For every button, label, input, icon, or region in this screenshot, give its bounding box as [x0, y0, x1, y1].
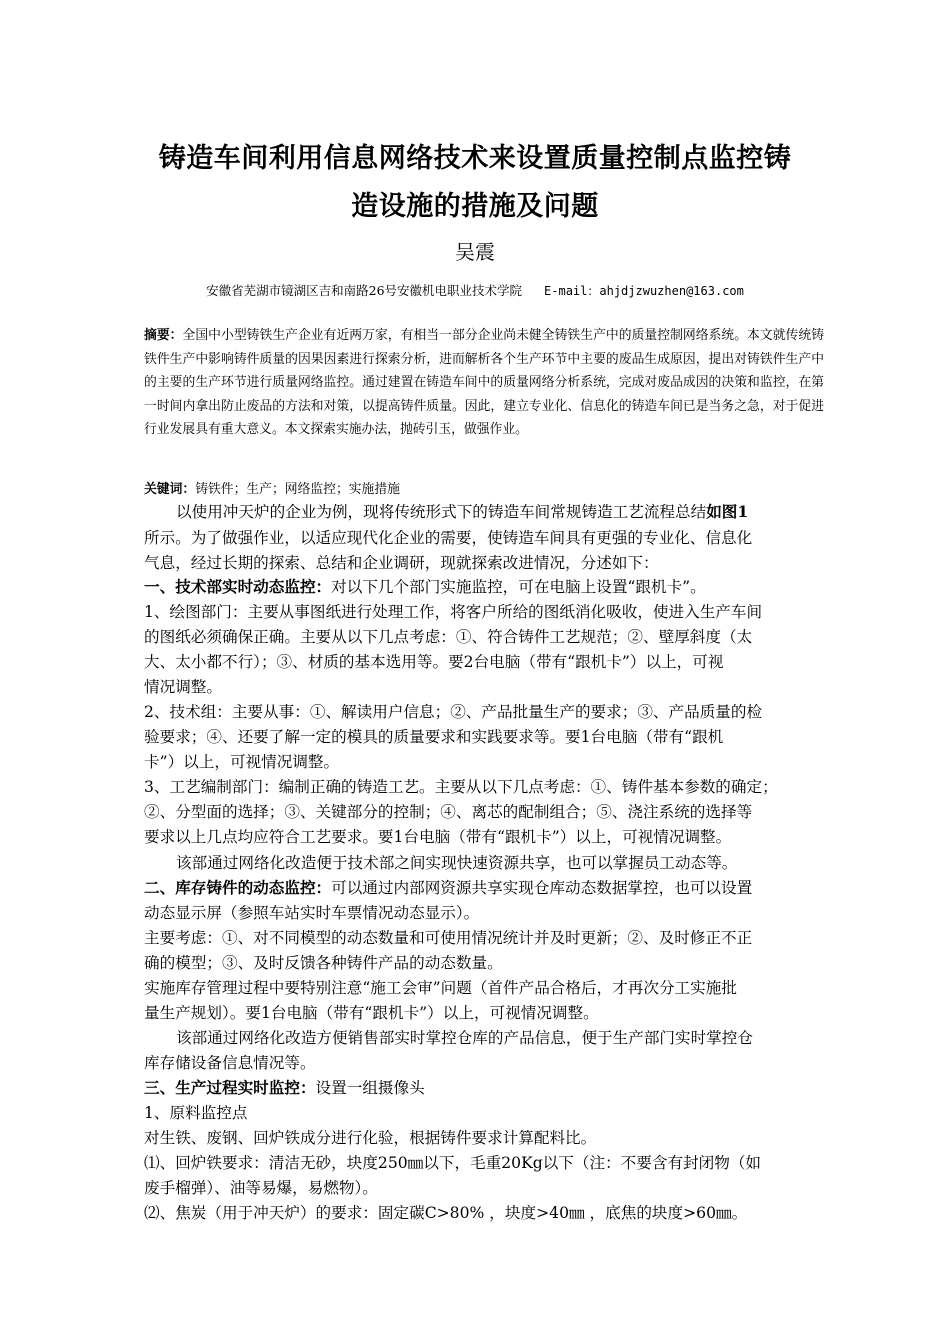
affiliation-org: 安徽省芜湖市镜湖区吉和南路26号安徽机电职业技术学院 [206, 283, 523, 298]
abstract-label: 摘要： [144, 328, 183, 343]
body-line: ②、分型面的选择；③、关键部分的控制；④、离芯的配制组合；⑤、浇注系统的选择等 [144, 803, 753, 821]
body-line: 气息，经过长期的探索、总结和企业调研，现就探索改进情况，分述如下： [144, 554, 659, 572]
section-heading-2: 二、库存铸件的动态监控：可以通过内部网资源共享实现仓库动态数据掌控，也可以设置 [144, 878, 753, 897]
body-line: 卡”）以上，可视情况调整。 [144, 753, 340, 771]
body-line: 以使用冲天炉的企业为例，现将传统形式下的铸造车间常规铸造工艺流程总结如图1 [176, 502, 749, 521]
figure-ref: 如图1 [706, 502, 749, 521]
body-line: 所示。为了做强作业，以适应现代化企业的需要，使铸造车间具有更强的专业化、信息化 [144, 529, 753, 547]
body-line: 实施库存管理过程中要特别注意“施工会审”问题（首件产品合格后，才再次分工实施批 [144, 979, 737, 997]
title-line-1: 铸造车间利用信息网络技术来设置质量控制点监控铸 [158, 143, 792, 174]
author-name: 吴震 [455, 240, 495, 264]
body-line: 大、太小都不行）；③、材质的基本选用等。要2台电脑（带有“跟机卡”）以上，可视 [144, 653, 724, 671]
keywords-text: 铸铁件；生产；网络监控；实施措施 [195, 482, 400, 497]
keywords [144, 478, 824, 497]
body-line: 3、工艺编制部门：编制正确的铸造工艺。主要从以下几点考虑：①、铸件基本参数的确定； [144, 778, 778, 796]
body-line: 废手榴弹）、油等易爆，易燃物）。 [144, 1179, 378, 1197]
body-line: ⑴、回炉铁要求：清洁无砂，块度250㎜以下，毛重20Kg以下（注：不要含有封闭物（如 [144, 1154, 762, 1172]
body-line: 量生产规划）。要1台电脑（带有“跟机卡”）以上，可视情况调整。 [144, 1004, 599, 1022]
body-line: 1、原料监控点 [144, 1104, 248, 1122]
affiliation-email: E-mail：ahjdjzwuzhen@163.com [544, 284, 744, 298]
body-line: 的图纸必须确保正确。主要从以下几点考虑：①、符合铸件工艺规范；②、壁厚斜度（太 [144, 628, 753, 646]
body-line: 库存储设备信息情况等。 [144, 1054, 316, 1072]
body-line: 动态显示屏（参照车站实时车票情况动态显示）。 [144, 904, 480, 922]
body-line: 确的模型；③、及时反馈各种铸件产品的动态数量。 [144, 954, 503, 972]
body-line: 1、绘图部门：主要从事图纸进行处理工作，将客户所给的图纸消化吸收，使进入生产车间 [144, 603, 763, 621]
body-line: 情况调整。 [144, 678, 222, 696]
body-line: 该部通过网络化改造方便销售部实时掌控仓库的产品信息，便于生产部门实时掌控仓 [176, 1029, 753, 1047]
abstract-text: 全国中小型铸铁生产企业有近两万家，有相当一部分企业尚未健全铸铁生产中的质量控制网络系统。本文就传统铸铁件生产中影响铸件质量的因果因素进行探索分析，进而解析各个生产环节中主要的废品生成原因，提出对铸铁件生产中的主要的生产环节进行质量网络监控。通过建置在铸造车间中的质量网络分析系统，完成对废品成因的决策和监控，在第一时间内拿出防止废品的方法和对策，以提高铸件质量。因此，建立专业化、信息化的铸造车间已是当务之急，对于促进行业发展具有重大意义。本文探索实施办法，抛砖引玉，做强作业。 [144, 328, 825, 437]
body-line: 该部通过网络化改造便于技术部之间实现快速资源共享，也可以掌握员工动态等。 [176, 854, 738, 872]
body-line: 验要求；④、还要了解一定的模具的质量要求和实践要求等。要1台电脑（带有“跟机 [144, 728, 724, 746]
body-line: 要求以上几点均应符合工艺要求。要1台电脑（带有“跟机卡”）以上，可视情况调整。 [144, 828, 732, 846]
affiliation [0, 281, 950, 299]
abstract [144, 324, 824, 442]
body-line: 主要考虑：①、对不同模型的动态数量和可使用情况统计并及时更新；②、及时修正不正 [144, 929, 753, 947]
section-heading-1: 一、技术部实时动态监控：对以下几个部门实施监控，可在电脑上设置“跟机卡”。 [144, 577, 706, 596]
body-line: 2、技术组：主要从事：①、解读用户信息；②、产品批量生产的要求；③、产品质量的检 [144, 703, 763, 721]
keywords-label: 关键词： [144, 482, 196, 497]
body-line: ⑵、焦炭（用于冲天炉）的要求：固定碳C>80% ，块度>40㎜ ，底焦的块度>60㎜。 [144, 1204, 748, 1222]
title-line-2: 造设施的措施及问题 [351, 191, 599, 222]
section-heading-3: 三、生产过程实时监控：设置一组摄像头 [144, 1078, 425, 1097]
body-line: 对生铁、废钢、回炉铁成分进行化验，根据铸件要求计算配料比。 [144, 1129, 597, 1147]
